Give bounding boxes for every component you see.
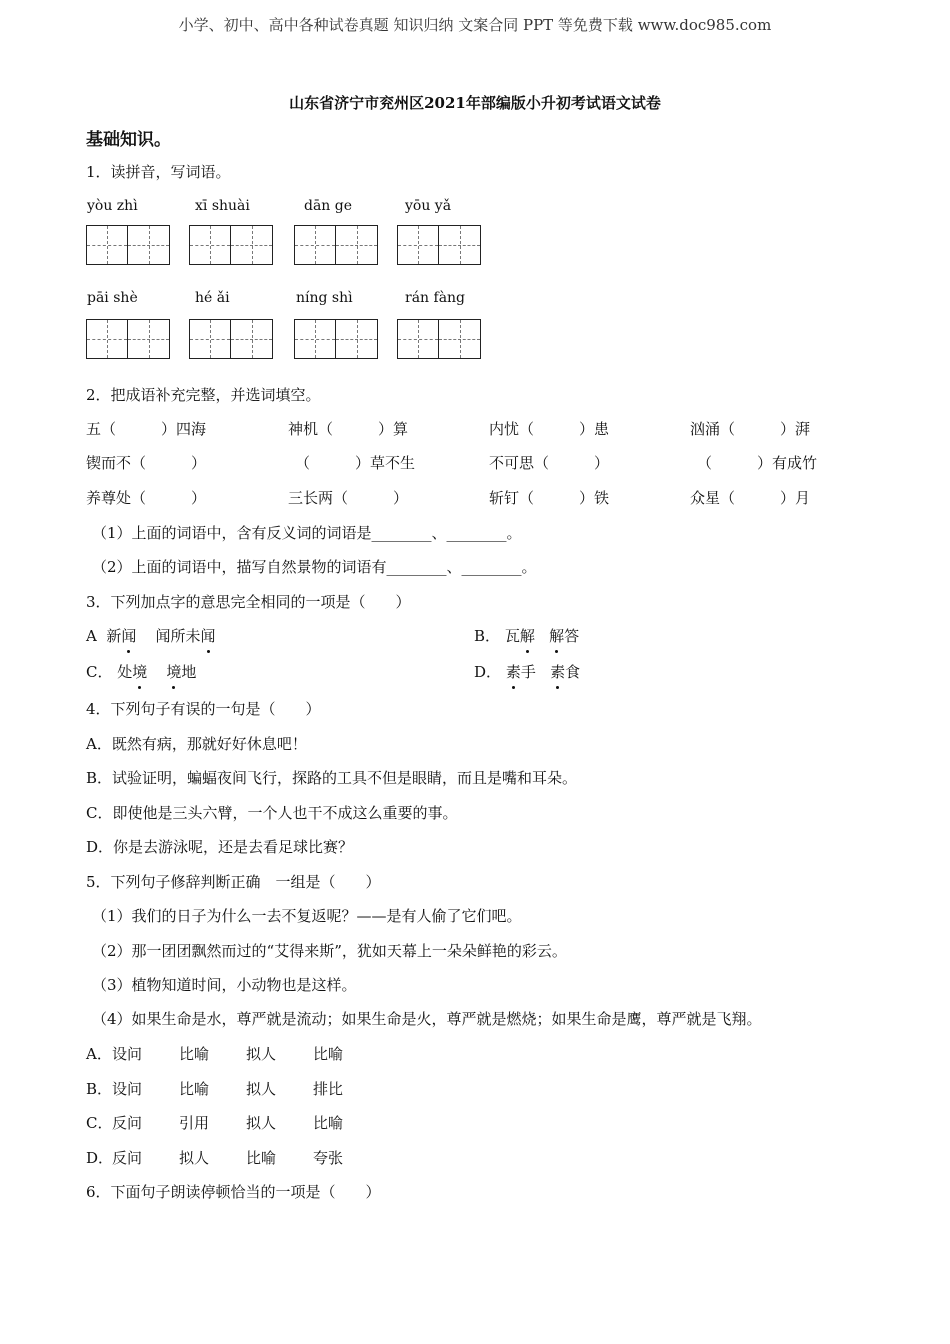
sentence: （3）植物知道时间，小动物也是这样。 xyxy=(92,976,357,994)
writing-grid[interactable] xyxy=(86,319,170,359)
sub-question: （1）上面的词语中，含有反义词的词语是________、________。 xyxy=(92,524,522,542)
option-label: A． xyxy=(86,1045,112,1063)
dotted-char: 素 xyxy=(505,663,521,681)
idiom-blank: 内忧（ ）患 xyxy=(489,420,610,438)
dotted-char: 解 xyxy=(519,627,535,645)
idiom-blank: （ ）有成竹 xyxy=(697,454,818,472)
writing-grid[interactable] xyxy=(294,225,378,265)
option-cell: 设问 xyxy=(112,1045,143,1063)
option-cell: 设问 xyxy=(112,1080,143,1098)
option-cell: 反问 xyxy=(112,1114,143,1132)
pinyin-label: pāi shè xyxy=(87,290,138,306)
idiom-blank: 汹涌（ ）湃 xyxy=(690,420,811,438)
option-b: B． 瓦解 解答 xyxy=(474,627,580,645)
dotted-char: 素 xyxy=(550,663,566,681)
writing-grid[interactable] xyxy=(397,225,481,265)
option-cell: 夸张 xyxy=(313,1149,344,1167)
idiom-blank: 锲而不（ ） xyxy=(86,454,207,472)
idiom-blank: 养尊处（ ） xyxy=(86,489,207,507)
pinyin-label: hé ǎi xyxy=(195,290,230,306)
dotted-char: 闻 xyxy=(121,627,137,645)
writing-grid[interactable] xyxy=(189,225,273,265)
option-cell: 拟人 xyxy=(246,1114,277,1132)
pinyin-label: dān ge xyxy=(304,198,353,214)
pinyin-label: níng shì xyxy=(296,290,353,306)
dotted-char: 境 xyxy=(166,663,182,681)
idiom-blank: 不可思（ ） xyxy=(489,454,610,472)
option-text: B．试验证明，蝙蝠夜间飞行，探路的工具不但是眼睛，而且是嘴和耳朵。 xyxy=(86,769,578,787)
option-cell: 拟人 xyxy=(246,1080,277,1098)
option-text: D．你是去游泳呢，还是去看足球比赛？ xyxy=(86,838,354,856)
option-cell: 引用 xyxy=(179,1114,210,1132)
option-d: D． 素手 素食 xyxy=(474,663,581,681)
sentence: （1）我们的日子为什么一去不复返呢？——是有人偷了它们吧。 xyxy=(92,907,522,925)
sentence: （4）如果生命是水，尊严就是流动；如果生命是火，尊严就是燃烧；如果生命是鹰，尊严就是飞翔。 xyxy=(92,1010,762,1028)
writing-grid[interactable] xyxy=(397,319,481,359)
dotted-char: 解 xyxy=(549,627,565,645)
option-cell: 反问 xyxy=(112,1149,143,1167)
writing-grid[interactable] xyxy=(189,319,273,359)
question-4-stem: 4．下列句子有误的一句是（ ） xyxy=(86,700,321,718)
sub-question: （2）上面的词语中，描写自然景物的词语有________、________。 xyxy=(92,558,537,576)
idiom-blank: 神机（ ）算 xyxy=(288,420,409,438)
option-cell: 比喻 xyxy=(246,1149,277,1167)
exam-title: 山东省济宁市兖州区2021年部编版小升初考试语文试卷 xyxy=(289,94,661,112)
section-heading: 基础知识。 xyxy=(86,130,171,150)
idiom-blank: 三长两（ ） xyxy=(288,489,409,507)
dotted-char: 境 xyxy=(132,663,148,681)
option-label: C． xyxy=(86,1114,113,1132)
option-text: A．既然有病，那就好好休息吧！ xyxy=(86,735,307,753)
dotted-char: 闻 xyxy=(200,627,216,645)
question-1-stem: 1．读拼音，写词语。 xyxy=(86,163,231,181)
question-6-stem: 6．下面句子朗读停顿恰当的一项是（ ） xyxy=(86,1183,381,1201)
writing-grid[interactable] xyxy=(86,225,170,265)
question-2-stem: 2．把成语补充完整，并选词填空。 xyxy=(86,386,321,404)
option-cell: 比喻 xyxy=(179,1080,210,1098)
option-cell: 比喻 xyxy=(179,1045,210,1063)
option-cell: 拟人 xyxy=(246,1045,277,1063)
question-5-stem: 5．下列句子修辞判断正确 一组是（ ） xyxy=(86,873,381,891)
idiom-blank: 斩钉（ ）铁 xyxy=(489,489,610,507)
writing-grid[interactable] xyxy=(294,319,378,359)
idiom-blank: 众星（ ）月 xyxy=(690,489,811,507)
option-label: B． xyxy=(86,1080,113,1098)
option-cell: 比喻 xyxy=(313,1114,344,1132)
option-label: D． xyxy=(86,1149,114,1167)
sentence: （2）那一团团飘然而过的“艾得来斯”，犹如天幕上一朵朵鲜艳的彩云。 xyxy=(92,942,567,960)
pinyin-label: yōu yǎ xyxy=(405,198,452,214)
option-cell: 拟人 xyxy=(179,1149,210,1167)
option-c: C． 处境 境地 xyxy=(86,663,197,681)
option-cell: 排比 xyxy=(313,1080,344,1098)
question-3-stem: 3．下列加点字的意思完全相同的一项是（ ） xyxy=(86,593,411,611)
idiom-blank: 五（ ）四海 xyxy=(86,420,207,438)
pinyin-label: yòu zhì xyxy=(87,198,138,214)
option-text: C．即使他是三头六臂，一个人也干不成这么重要的事。 xyxy=(86,804,458,822)
idiom-blank: （ ）草不生 xyxy=(295,454,416,472)
option-a: A 新闻 闻所未闻 xyxy=(86,627,216,645)
pinyin-label: xī shuài xyxy=(195,198,250,214)
pinyin-label: rán fàng xyxy=(405,290,466,306)
page-header: 小学、初中、高中各种试卷真题 知识归纳 文案合同 PPT 等免费下载 www.doc985.com xyxy=(178,16,772,34)
option-cell: 比喻 xyxy=(313,1045,344,1063)
